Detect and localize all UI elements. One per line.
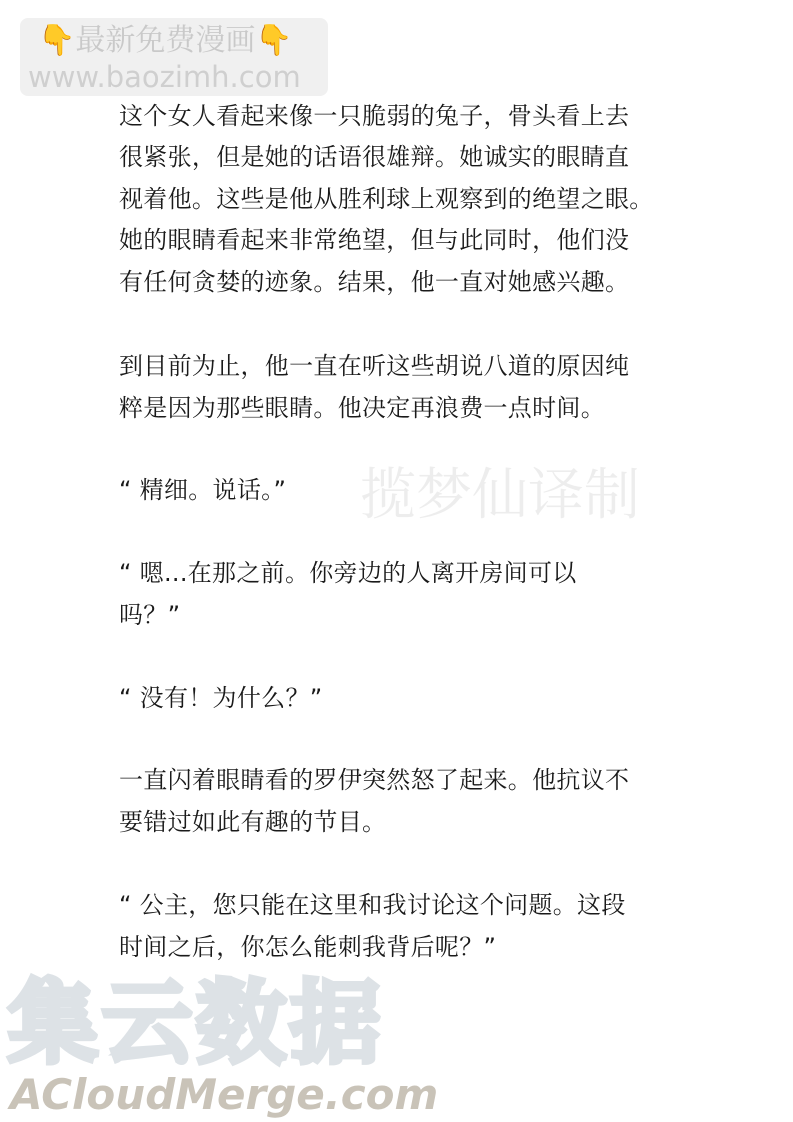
pointing-down-icon: 👇 <box>255 23 293 58</box>
baozimh-watermark <box>20 18 328 96</box>
text-line: “ 嗯...在那之前。你旁边的人离开房间可以 <box>119 559 577 587</box>
pointing-down-icon: 👇 <box>38 23 76 58</box>
text-line: 视着他。这些是他从胜利球上观察到的绝望之眼。 <box>119 185 654 213</box>
text-line: “ 精细。说话。” <box>119 476 287 504</box>
text-line: “ 公主，您只能在这里和我讨论这个问题。这段 <box>119 891 626 919</box>
text-line: 吗？” <box>119 601 181 629</box>
text-line: 她的眼睛看起来非常绝望，但与此同时，他们没 <box>119 226 630 254</box>
text-line: 很紧张，但是她的话语很雄辩。她诚实的眼睛直 <box>119 143 630 171</box>
text-line: “ 没有！为什么？” <box>119 684 323 712</box>
text-line: 一直闪着眼睛看的罗伊突然怒了起来。他抗议不 <box>119 766 630 794</box>
text-line: 要错过如此有趣的节目。 <box>119 808 387 836</box>
text-line: 粹是因为那些眼睛。他决定再浪费一点时间。 <box>119 394 605 422</box>
acloudmerge-watermark-en: ACloudMerge.com <box>10 1070 439 1119</box>
text-line: 时间之后，你怎么能刺我背后呢？” <box>119 933 497 961</box>
watermark-url: www.baozimh.com <box>28 60 301 94</box>
watermark-line1: 👇最新免费漫画👇 <box>38 23 293 58</box>
text-line: 有任何贪婪的迹象。结果，他一直对她感兴趣。 <box>119 268 630 296</box>
text-line: 这个女人看起来像一只脆弱的兔子，骨头看上去 <box>119 102 630 130</box>
text-line: 到目前为止，他一直在听这些胡说八道的原因纯 <box>119 352 630 380</box>
translator-watermark: 揽梦仙译制 <box>360 463 640 528</box>
acloudmerge-watermark-cn: 集云数据 <box>8 971 384 1076</box>
